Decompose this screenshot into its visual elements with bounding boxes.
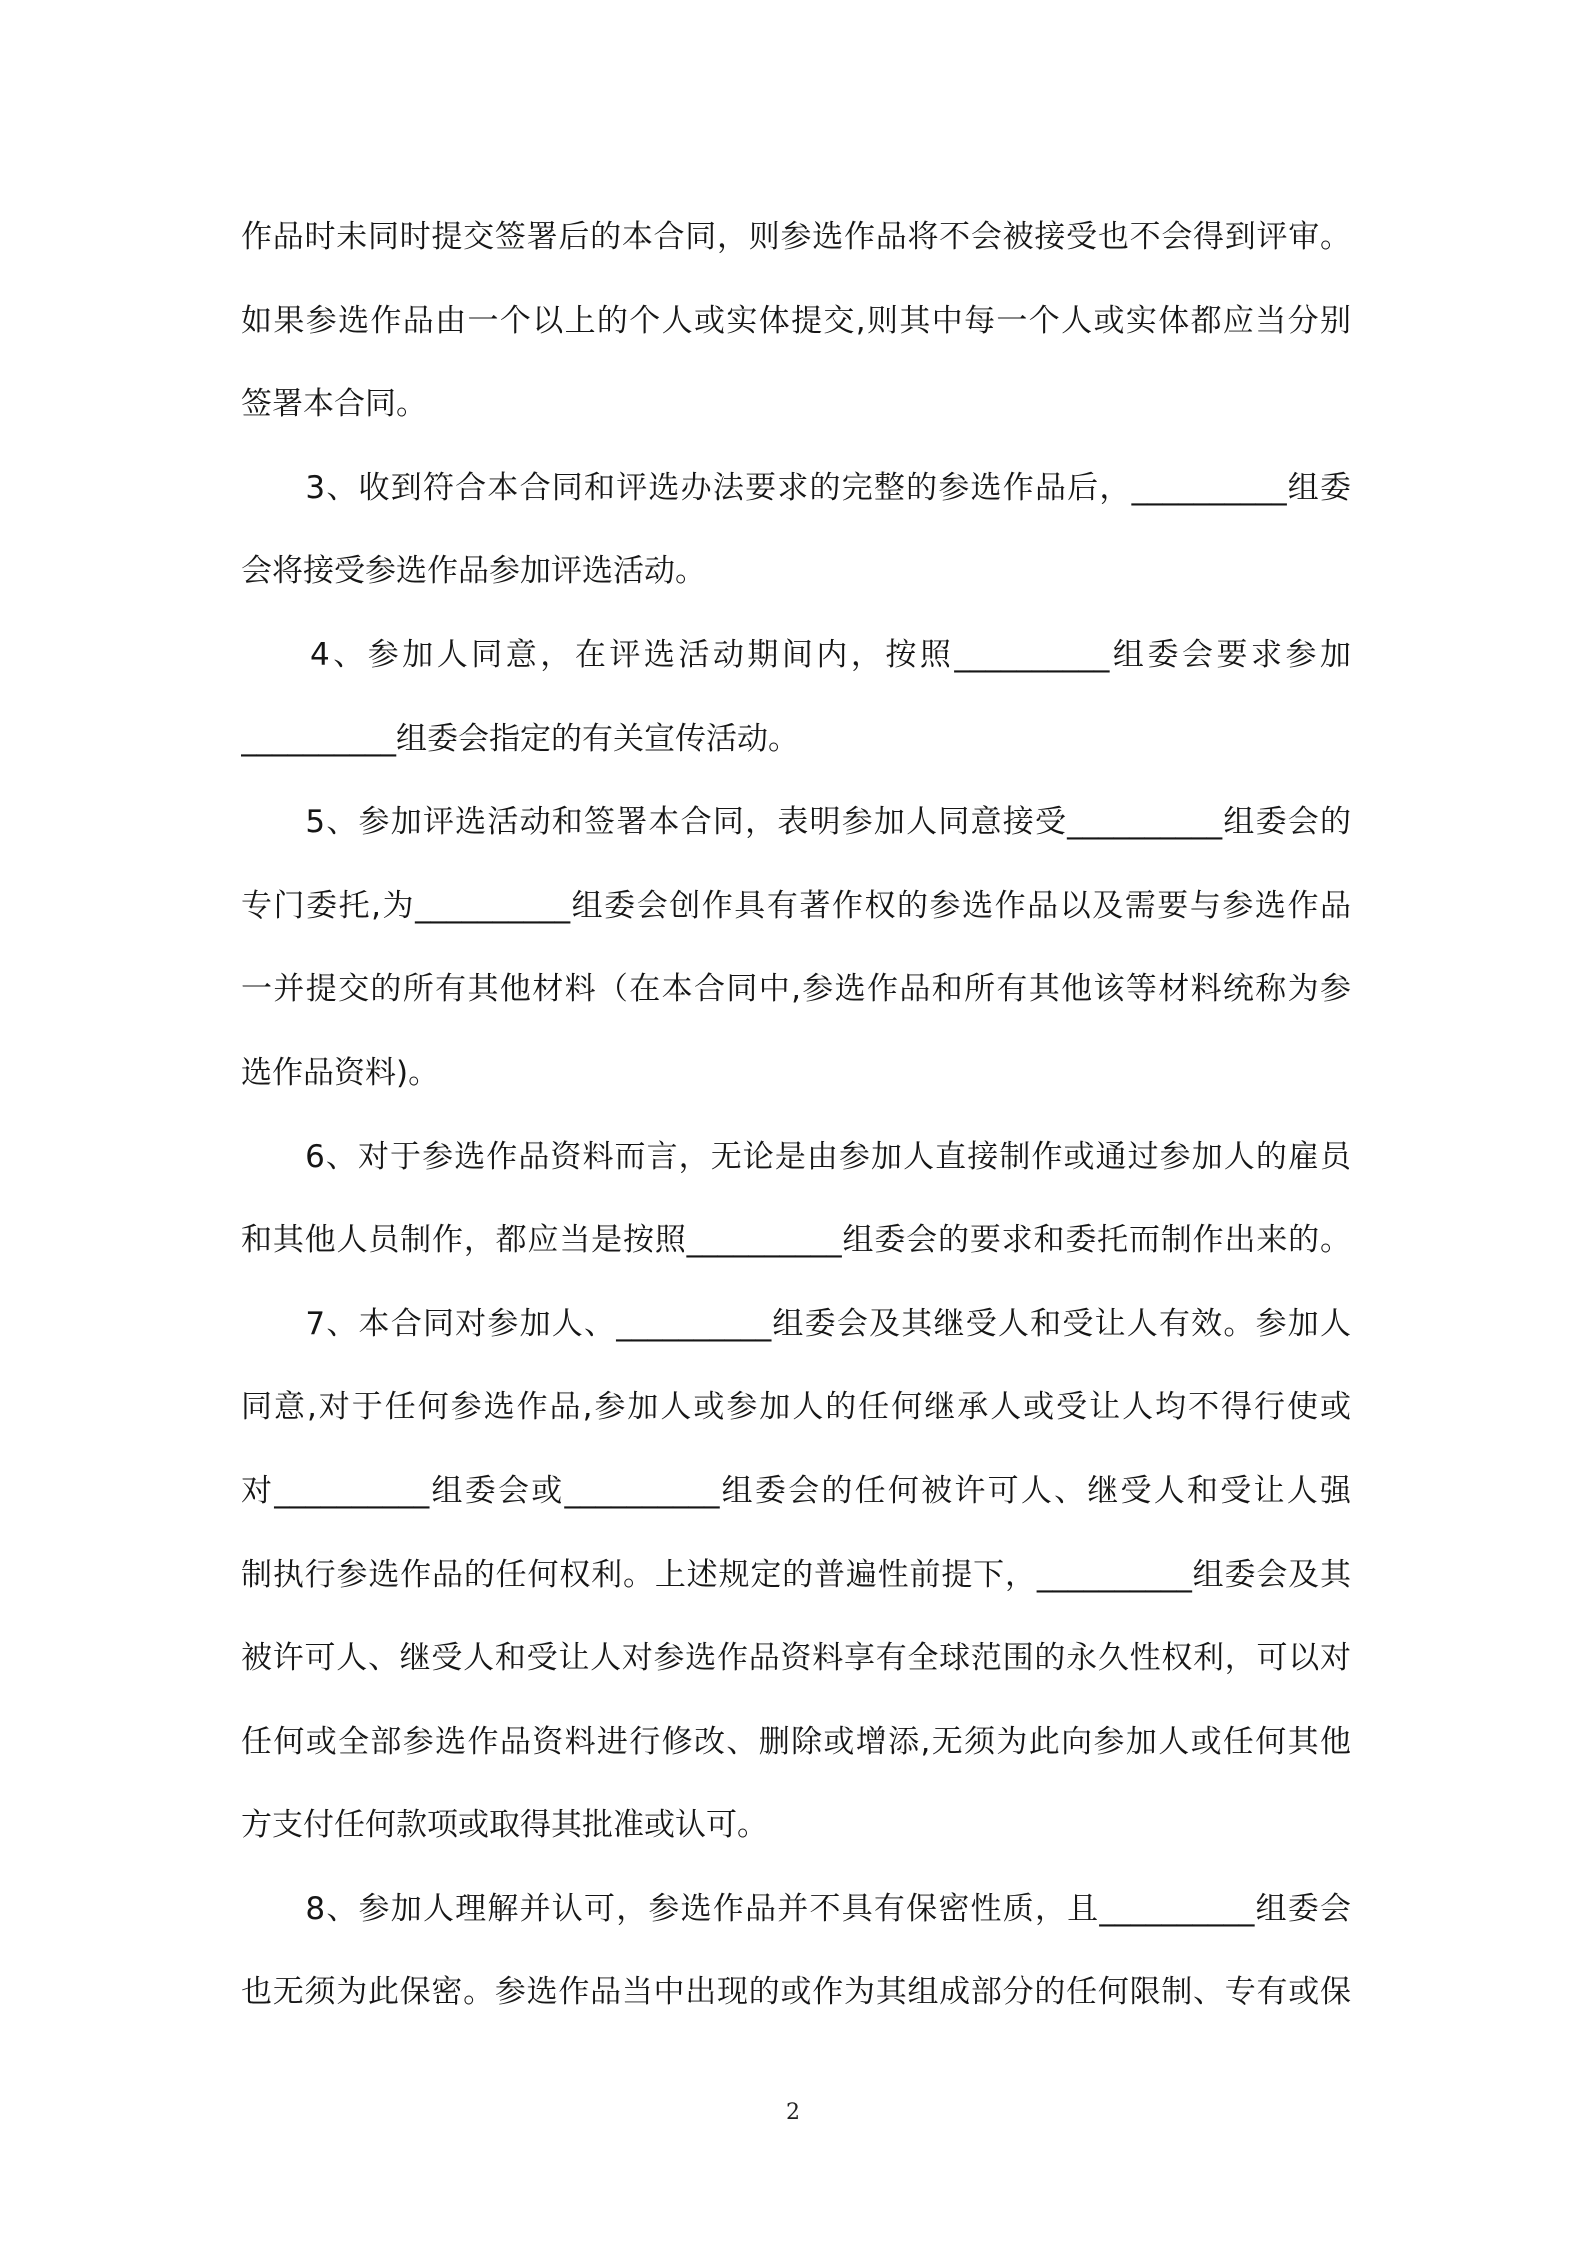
text-line: 一并提交的所有其他材料（在本合同中,参选作品和所有其他该等材料统称为参 [241, 971, 1351, 1008]
text-line: 6、对于参选作品资料而言，无论是由参加人直接制作或通过参加人的雇员 [241, 1138, 1351, 1175]
text-line: 作品时未同时提交签署后的本合同，则参选作品将不会被接受也不会得到评审。 [241, 219, 1351, 255]
text-line: 3、收到符合本合同和评选办法要求的完整的参选作品后，__________组委 [241, 469, 1351, 506]
text-line: 5、参加评选活动和签署本合同，表明参加人同意接受__________组委会的 [241, 804, 1351, 841]
text-line: 对__________组委会或__________组委会的任何被许可人、继受人和受让人强 [241, 1472, 1351, 1509]
text-line: 选作品资料)。 [241, 1054, 440, 1091]
text-line: 任何或全部参选作品资料进行修改、删除或增添,无须为此向参加人或任何其他 [241, 1723, 1351, 1760]
text-line: 专门委托,为__________组委会创作具有著作权的参选作品以及需要与参选作品 [241, 887, 1351, 924]
page-number: 2 [786, 2100, 800, 2125]
text-line: 7、本合同对参加人、__________组委会及其继受人和受让人有效。参加人 [241, 1305, 1351, 1342]
text-line: 制执行参选作品的任何权利。上述规定的普遍性前提下，__________组委会及其 [241, 1556, 1351, 1593]
contract-text [241, 196, 1351, 2035]
text-line: 同意,对于任何参选作品,参加人或参加人的任何继承人或受让人均不得行使或 [241, 1389, 1351, 1426]
text-line: 会将接受参选作品参加评选活动。 [241, 553, 706, 590]
text-line: 如果参选作品由一个以上的个人或实体提交,则其中每一个人或实体都应当分别 [241, 302, 1351, 339]
text-line: 4、参加人同意，在评选活动期间内，按照__________组委会要求参加 [241, 636, 1351, 673]
text-line: 也无须为此保密。参选作品当中出现的或作为其组成部分的任何限制、专有或保 [241, 1974, 1351, 2011]
text-line: 和其他人员制作，都应当是按照__________组委会的要求和委托而制作出来的。 [241, 1222, 1351, 1259]
text-line: __________组委会指定的有关宣传活动。 [241, 720, 799, 757]
text-line: 被许可人、继受人和受让人对参选作品资料享有全球范围的永久性权利，可以对 [241, 1640, 1351, 1677]
text-line: 签署本合同。 [241, 386, 427, 423]
text-line: 8、参加人理解并认可，参选作品并不具有保密性质，且__________组委会 [241, 1890, 1351, 1927]
text-line: 方支付任何款项或取得其批准或认可。 [241, 1807, 768, 1844]
